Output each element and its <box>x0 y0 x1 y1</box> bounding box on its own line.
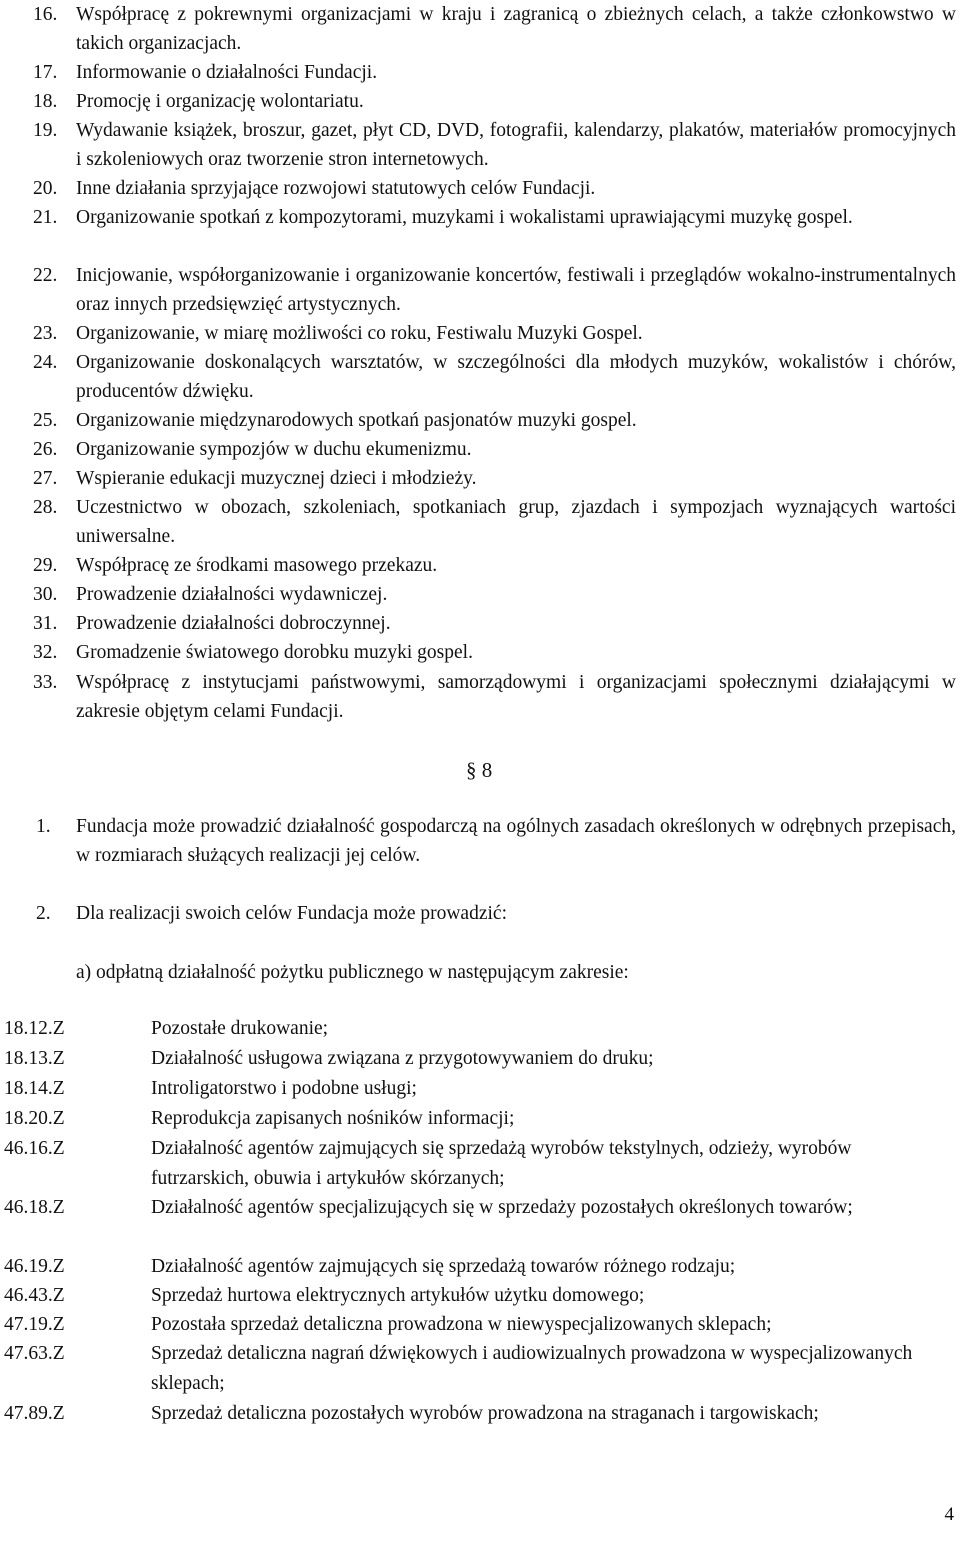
item-text: Współpracę z instytucjami państwowymi, samorządowymi i organizacjami społecznymi działającymi w zakresie objętym celami Fundacji. <box>76 672 956 722</box>
pkd-description: Działalność usługowa związana z przygotowywaniem do druku; <box>151 1048 654 1069</box>
pkd-code: 46.18.Z <box>4 1197 65 1218</box>
pkd-description: Pozostałe drukowanie; <box>151 1018 329 1039</box>
item-number: 26. <box>33 439 58 460</box>
item-number: 32. <box>33 642 58 663</box>
item-number: 22. <box>33 265 58 286</box>
pkd-description: Introligatorstwo i podobne usługi; <box>151 1078 417 1099</box>
pkd-code: 47.19.Z <box>4 1314 65 1335</box>
item-number: 21. <box>33 207 58 228</box>
pkd-code: 47.89.Z <box>4 1403 65 1424</box>
pkd-description: Sprzedaż hurtowa elektrycznych artykułów użytku domowego; <box>151 1285 645 1306</box>
item-text: Prowadzenie działalności dobroczynnej. <box>76 613 391 634</box>
pkd-description: Sprzedaż detaliczna nagrań dźwiękowych i audiowizualnych prowadzona w wyspecjalizowanych sklepach; <box>151 1343 913 1394</box>
pkd-code: 18.14.Z <box>4 1078 65 1099</box>
item-number: 18. <box>33 91 58 112</box>
section-heading: § 8 <box>466 758 493 782</box>
item-text: Organizowanie doskonalących warsztatów, w szczególności dla młodych muzyków, wokalistów i chórów, producentów dźwięku. <box>76 352 956 402</box>
item-text: Współpracę z pokrewnymi organizacjami w kraju i zagranicą o zbieżnych celach, a także członkowstwo w takich organizacjach. <box>76 4 956 54</box>
paragraph-text: Dla realizacji swoich celów Fundacja może prowadzić: <box>76 903 507 924</box>
pkd-description: Działalność agentów zajmujących się sprzedażą towarów różnego rodzaju; <box>151 1256 736 1277</box>
item-number: 19. <box>33 120 58 141</box>
item-text: Inicjowanie, współorganizowanie i organizowanie koncertów, festiwali i przeglądów wokalno-instrumentalnych oraz innych przedsięwzięć artystycznych. <box>76 265 956 315</box>
pkd-description: Reprodukcja zapisanych nośników informacji; <box>151 1108 515 1129</box>
pkd-description: Pozostała sprzedaż detaliczna prowadzona w niewyspecjalizowanych sklepach; <box>151 1314 772 1335</box>
item-number: 25. <box>33 410 58 431</box>
item-text: Wspieranie edukacji muzycznej dzieci i młodzieży. <box>76 468 477 489</box>
pkd-code: 46.19.Z <box>4 1256 65 1277</box>
pkd-code: 47.63.Z <box>4 1343 65 1364</box>
item-number: 33. <box>33 672 58 693</box>
item-number: 23. <box>33 323 58 344</box>
item-number: 27. <box>33 468 58 489</box>
item-number: 24. <box>33 352 58 373</box>
item-number: 31. <box>33 613 58 634</box>
item-text: Prowadzenie działalności wydawniczej. <box>76 584 388 605</box>
paragraph-text: Fundacja może prowadzić działalność gospodarczą na ogólnych zasadach określonych w odrębnych przepisach, w rozmiarach służących realizacji jej celów. <box>76 816 956 866</box>
item-text: Inne działania sprzyjające rozwojowi statutowych celów Fundacji. <box>76 178 596 199</box>
pkd-code: 18.12.Z <box>4 1018 65 1039</box>
item-text: Współpracę ze środkami masowego przekazu. <box>76 555 438 576</box>
item-number: 30. <box>33 584 58 605</box>
item-text: Organizowanie sympozjów w duchu ekumenizmu. <box>76 439 472 460</box>
item-text: Promocję i organizację wolontariatu. <box>76 91 364 112</box>
item-number: 20. <box>33 178 58 199</box>
item-number: 28. <box>33 497 58 518</box>
pkd-description: Działalność agentów specjalizujących się w sprzedaży pozostałych określonych towarów; <box>151 1197 853 1218</box>
item-text: Organizowanie spotkań z kompozytorami, muzykami i wokalistami uprawiającymi muzykę gospel. <box>76 207 853 228</box>
pkd-code: 46.43.Z <box>4 1285 65 1306</box>
pkd-code: 46.16.Z <box>4 1138 65 1159</box>
pkd-code: 18.20.Z <box>4 1108 65 1129</box>
paragraph-number: 2. <box>36 903 51 924</box>
pkd-description: Sprzedaż detaliczna pozostałych wyrobów prowadzona na straganach i targowiskach; <box>151 1403 819 1424</box>
pkd-description: Działalność agentów zajmujących się sprzedażą wyrobów tekstylnych, odzieży, wyrobów futrzarskich, obuwia i artykułów skórzanych; <box>151 1138 852 1189</box>
item-text: Gromadzenie światowego dorobku muzyki gospel. <box>76 642 473 663</box>
pkd-code: 18.13.Z <box>4 1048 65 1069</box>
item-text: Organizowanie, w miarę możliwości co roku, Festiwalu Muzyki Gospel. <box>76 323 643 344</box>
item-text: Uczestnictwo w obozach, szkoleniach, spotkaniach grup, zjazdach i sympozjach wyznających wartości uniwersalne. <box>76 497 956 547</box>
item-number: 16. <box>33 4 58 25</box>
page-number: 4 <box>944 1504 954 1525</box>
paragraph-number: 1. <box>36 816 51 837</box>
item-text: Organizowanie międzynarodowych spotkań pasjonatów muzyki gospel. <box>76 410 637 431</box>
item-number: 29. <box>33 555 58 576</box>
item-text: Informowanie o działalności Fundacji. <box>76 62 378 83</box>
subpoint-a: a) odpłatną działalność pożytku publicznego w następującym zakresie: <box>76 962 629 983</box>
item-text: Wydawanie książek, broszur, gazet, płyt CD, DVD, fotografii, kalendarzy, plakatów, materiałów promocyjnych i szkoleniowych oraz tworzenie stron internetowych. <box>76 120 956 170</box>
item-number: 17. <box>33 62 58 83</box>
